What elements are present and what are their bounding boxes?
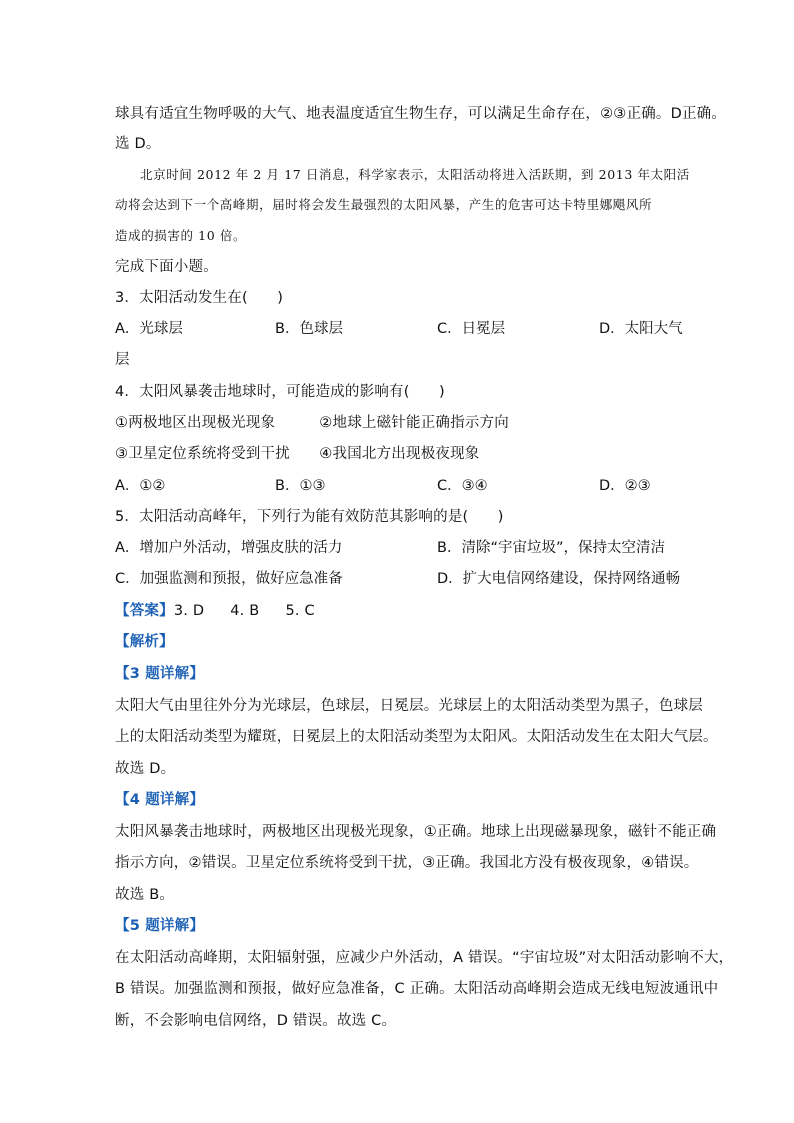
question-4-stem: 4．太阳风暴袭击地球时，可能造成的影响有( ) — [115, 384, 445, 400]
passage-line-2: 动将会达到下一个高峰期，届时将会发生最强烈的太阳风暴，产生的危害可达卡特里娜飓风所 — [115, 197, 653, 212]
detail-4-line-3: 故选 B。 — [115, 887, 175, 903]
detail-3-label: 【3 题详解】 — [115, 666, 205, 682]
passage-line-3: 造成的损害的 10 倍。 — [115, 228, 247, 243]
detail-5-line-2: B 错误。加强监测和预报，做好应急准备，C 正确。太阳活动高峰期会造成无线电短波通讯中 — [115, 981, 719, 997]
question-4-option-b: B．①③ — [275, 478, 326, 494]
passage-line-1: 北京时间 2012 年 2 月 17 日消息，科学家表示，太阳活动将进入活跃期，到 2013 年太阳活 — [140, 167, 690, 182]
question-3-option-c: C．日冕层 — [437, 321, 506, 337]
question-5-option-d: D．扩大电信网络建设，保持网络通畅 — [437, 571, 681, 587]
answer-value-3: 3. D — [173, 603, 205, 619]
detail-3-line-1: 太阳大气由里往外分为光球层，色球层，日冕层。光球层上的太阳活动类型为黑子，色球层 — [115, 698, 703, 714]
question-3-option-a: A．光球层 — [115, 321, 183, 337]
answer-label: 【答案】 — [115, 603, 174, 619]
question-5-option-b: B．清除“宇宙垃圾”，保持太空清洁 — [437, 540, 665, 556]
question-5-option-c: C．加强监测和预报，做好应急准备 — [115, 571, 343, 587]
intro-line-1: 球具有适宜生物呼吸的大气、地表温度适宜生物生存，可以满足生命存在，②③正确。D正确。 — [115, 106, 727, 122]
detail-5-line-3: 断，不会影响电信网络，D 错误。故选 C。 — [115, 1013, 397, 1029]
detail-3-line-2: 上的太阳活动类型为耀斑，日冕层上的太阳活动类型为太阳风。太阳活动发生在太阳大气层。 — [115, 729, 718, 745]
detail-4-line-2: 指示方向，②错误。卫星定位系统将受到干扰，③正确。我国北方没有极夜现象，④错误。 — [115, 855, 699, 871]
answer-line — [115, 601, 341, 621]
question-4-option-c: C．③④ — [437, 478, 488, 494]
answer-value-5: 5. C — [285, 603, 315, 619]
question-4-option-d: D．②③ — [599, 478, 651, 494]
question-3-option-d-wrap: 层 — [115, 352, 130, 368]
instruction: 完成下面小题。 — [115, 259, 218, 275]
question-3-option-d: D．太阳大气 — [599, 321, 683, 337]
detail-5-label: 【5 题详解】 — [115, 918, 205, 934]
question-4-statement-2: ③卫星定位系统将受到干扰 ④我国北方出现极夜现象 — [115, 446, 480, 462]
analysis-label: 【解析】 — [115, 634, 174, 650]
question-3-option-b: B．色球层 — [275, 321, 343, 337]
question-4-statement-1: ①两极地区出现极光现象 ②地球上磁针能正确指示方向 — [115, 415, 509, 431]
question-5-option-a: A．增加户外活动，增强皮肤的活力 — [115, 540, 343, 556]
answer-value-4: 4. B — [230, 603, 260, 619]
question-3-stem: 3．太阳活动发生在( ) — [115, 290, 284, 306]
question-4-option-a: A．①② — [115, 478, 166, 494]
question-5-stem: 5．太阳活动高峰年，下列行为能有效防范其影响的是( ) — [115, 509, 504, 525]
intro-line-2: 选 D。 — [115, 136, 161, 152]
detail-4-line-1: 太阳风暴袭击地球时，两极地区出现极光现象，①正确。地球上出现磁暴现象，磁针不能正确 — [115, 824, 717, 840]
detail-3-line-3: 故选 D。 — [115, 761, 176, 777]
detail-4-label: 【4 题详解】 — [115, 792, 205, 808]
detail-5-line-1: 在太阳活动高峰期，太阳辐射强，应减少户外活动，A 错误。“宇宙垃圾”对太阳活动影响不大， — [115, 950, 734, 966]
